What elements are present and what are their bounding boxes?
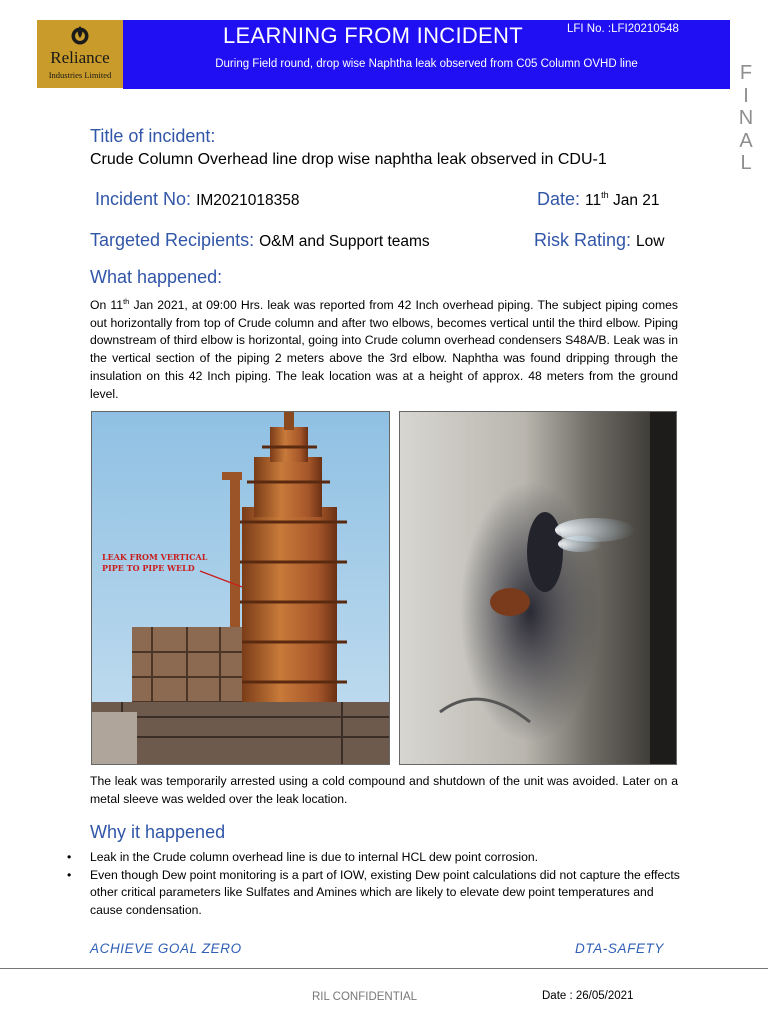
what-happened-text-sup: th [123,297,130,306]
reliance-flame-icon [70,24,90,46]
leak-annotation-line2: PIPE TO PIPE WELD [102,563,195,573]
risk-rating [534,230,664,251]
after-action-text: The leak was temporarily arrested using a cold compound and shutdown of the unit was avoided. Later on a metal sleeve was welded over the leak location. [90,774,678,806]
risk-rating-label: Risk Rating: [534,230,637,250]
incident-number-label: Incident No: [95,189,197,209]
header-banner [123,20,730,89]
column-photo [91,411,390,765]
targeted-recipients [90,230,430,251]
logo-brand: Reliance [50,48,110,67]
final-letter: F [739,62,753,84]
what-happened-text-rest: Jan 2021, at 09:00 Hrs. leak was reported from 42 Inch overhead piping. The subject piping comes out horizontally from top of Crude column and after two elbows, becomes vertical until the third elbow. Piping downstream of third elbow is horizontal, going into Crude column overhead condensers S48A/B. Leak was in the vertical section of the piping 2 meters above the 3rd elbow. Naphtha was found dripping through the insulation on this 42 Inch piping. The leak location was at a height of approx. 48 meters from the ground level. [90,298,678,401]
final-stamp [736,62,756,175]
dta-safety-label: DTA-SAFETY [575,941,665,956]
what-happened-text-start: On 11 [90,298,124,313]
header-subtitle: During Field round, drop wise Naphtha leak observed from C05 Column OVHD line [215,58,638,70]
bullet-icon: • [67,867,72,882]
goal-zero-slogan: ACHIEVE GOAL ZERO [90,941,242,956]
targeted-recipients-value: O&M and Support teams [259,233,430,250]
crude-column-image [92,412,389,764]
incident-date-rest: Jan 21 [608,192,660,209]
page-title: LEARNING FROM INCIDENT [223,23,523,48]
why-happened-list [66,849,680,920]
footer-date: Date : 26/05/2021 [542,990,634,1002]
incident-date-label: Date: [537,189,586,209]
list-item [66,849,680,867]
incident-date-suffix: th [601,190,609,200]
reliance-logo [37,20,123,88]
what-happened-text [90,293,678,403]
incident-title-value: Crude Column Overhead line drop wise naphtha leak observed in CDU-1 [90,151,607,168]
lfi-number: LFI No. :LFI20210548 [567,23,679,35]
incident-date-day: 11 [585,192,602,209]
list-item-text: Even though Dew point monitoring is a part of IOW, existing Dew point calculations did not capture the effects other critical parameters like Sulfates and Amines which are likely to elevate dew point temperatures and cause condensation. [90,867,680,918]
leak-annotation-line1: LEAK FROM VERTICAL [102,552,208,562]
confidential-label: RIL CONFIDENTIAL [312,991,418,1003]
final-letter: L [740,152,752,174]
footer-divider [0,968,768,969]
incident-date [537,189,660,210]
final-letter: I [743,84,749,107]
what-happened-heading: What happened: [90,267,223,287]
risk-rating-value: Low [636,233,665,250]
bullet-icon: • [67,850,72,864]
incident-title-label: Title of incident: [90,126,216,146]
leak-closeup-photo [399,411,677,765]
final-letter: N [738,107,754,129]
why-happened-heading: Why it happened [90,822,226,842]
leak-closeup-image [400,412,676,764]
list-item-text: Leak in the Crude column overhead line is due to internal HCL dew point corrosion. [90,850,539,864]
list-item [66,867,680,920]
final-letter: A [739,129,753,152]
targeted-recipients-label: Targeted Recipients: [90,230,260,250]
logo-subtitle: Industries Limited [48,70,112,80]
incident-number-value: IM2021018358 [196,192,300,209]
incident-number [95,189,299,210]
